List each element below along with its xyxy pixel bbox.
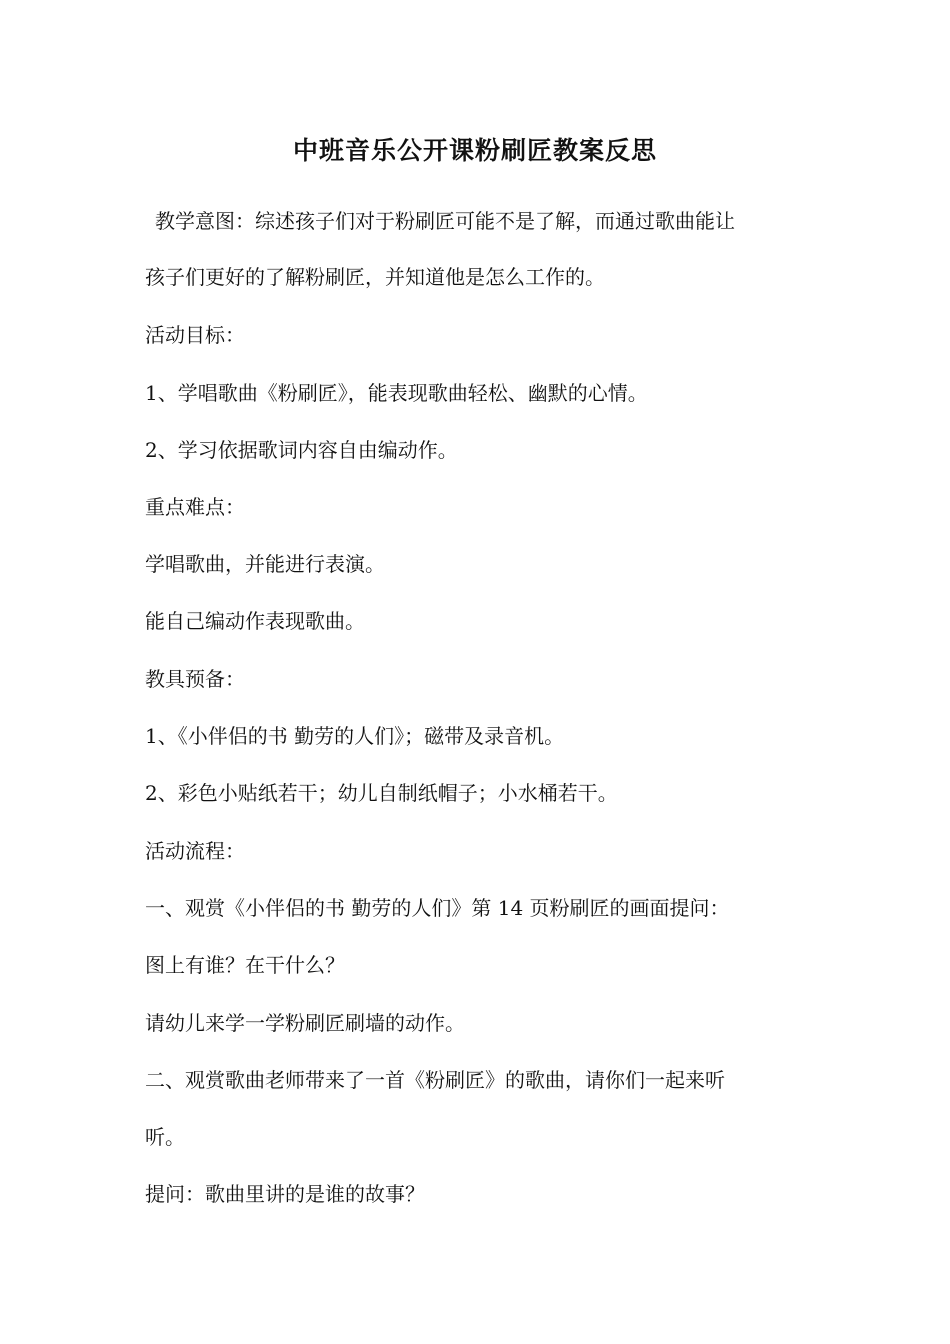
list-item: 2、学习依据歌词内容自由编动作。: [145, 438, 458, 462]
paragraph-line: 提问：歌曲里讲的是谁的故事？: [145, 1182, 425, 1206]
paragraph-line: 请幼儿来学一学粉刷匠刷墙的动作。: [145, 1011, 465, 1035]
paragraph-line: 孩子们更好的了解粉刷匠，并知道他是怎么工作的。: [145, 265, 605, 289]
paragraph-line: 二、观赏歌曲老师带来了一首《粉刷匠》的歌曲，请你们一起来听: [145, 1068, 725, 1092]
paragraph-line: 一、观赏《小伴侣的书 勤劳的人们》第 14 页粉刷匠的画面提问：: [145, 896, 730, 920]
section-heading: 活动流程：: [145, 839, 245, 863]
section-heading: 教具预备：: [145, 667, 245, 691]
paragraph-line: 图上有谁？在干什么？: [145, 953, 345, 977]
paragraph-line: 能自己编动作表现歌曲。: [145, 609, 365, 633]
section-heading: 活动目标：: [145, 323, 245, 347]
list-item: 2、彩色小贴纸若干；幼儿自制纸帽子；小水桶若干。: [145, 781, 618, 805]
list-item: 1、《小伴侣的书 勤劳的人们》；磁带及录音机。: [145, 724, 565, 748]
paragraph-line: 听。: [145, 1125, 185, 1149]
paragraph-line: 教学意图：综述孩子们对于粉刷匠可能不是了解，而通过歌曲能让: [155, 209, 735, 233]
document-title: 中班音乐公开课粉刷匠教案反思: [292, 136, 657, 165]
section-heading: 重点难点：: [145, 495, 245, 519]
paragraph-line: 学唱歌曲，并能进行表演。: [145, 552, 385, 576]
list-item: 1、学唱歌曲《粉刷匠》，能表现歌曲轻松、幽默的心情。: [145, 381, 648, 405]
